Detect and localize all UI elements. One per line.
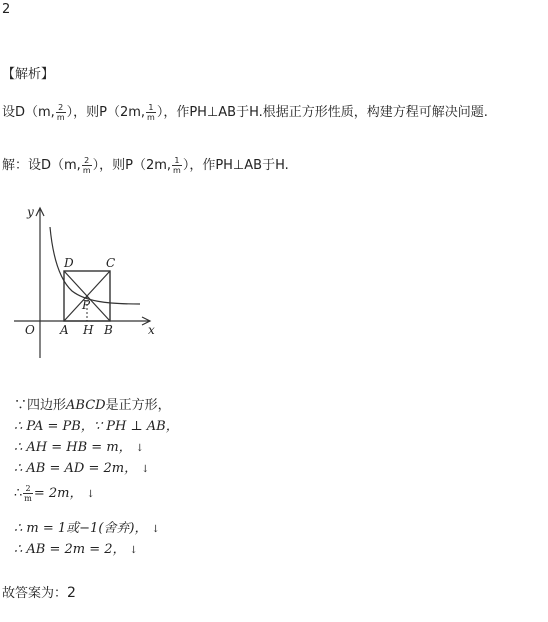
hint-line	[2, 101, 488, 122]
label-x: x	[148, 323, 155, 337]
step-5-fraction-num: 2	[23, 484, 33, 494]
hint-fraction-2-den: m	[147, 113, 155, 122]
step-7-arrow: ↓	[129, 545, 138, 556]
step-4-arrow: ↓	[141, 464, 150, 475]
step-3	[14, 436, 144, 455]
step-7	[14, 538, 138, 557]
step-2	[14, 415, 179, 434]
step-4-text: ∴ AB = AD = 2m，	[14, 461, 138, 476]
hint-fraction-1	[56, 103, 66, 122]
answer-line	[2, 582, 76, 601]
hint-fraction-2-num: 1	[146, 103, 156, 113]
hint-text-2: ），则P（2m,	[66, 105, 146, 120]
solution-fraction-2-num: 1	[172, 156, 182, 166]
analysis-title: 【解析】	[2, 67, 55, 82]
label-y: y	[27, 205, 34, 219]
step-1-suffix: 是正方形，	[105, 398, 171, 413]
top-number: 2	[2, 2, 11, 17]
step-1	[14, 394, 171, 413]
solution-line	[2, 154, 289, 175]
solution-text-3: ），作PH⊥AB于H.	[182, 158, 289, 173]
answer-value: 2	[67, 585, 76, 601]
hint-fraction-1-den: m	[56, 113, 65, 122]
step-1-prefix: ∵四边形	[14, 398, 67, 413]
label-a: A	[60, 323, 69, 337]
step-3-text: ∴ AH = HB = m，	[14, 440, 132, 455]
hint-fraction-2	[146, 103, 156, 122]
solution-fraction-1-den: m	[82, 166, 91, 175]
solution-text-1: 解：设D（m,	[2, 158, 81, 173]
solution-fraction-2-den: m	[173, 166, 181, 175]
solution-fraction-1-num: 2	[82, 156, 92, 166]
step-5-arrow: ↓	[86, 489, 95, 500]
label-h: H	[83, 323, 94, 337]
geometry-figure	[0, 195, 180, 365]
label-o: O	[25, 323, 35, 337]
label-d: D	[64, 256, 74, 270]
step-5-prefix: ∴	[14, 486, 23, 501]
label-p: P	[82, 298, 91, 312]
step-2-text: ∴ PA = PB，∵ PH ⊥ AB，	[14, 419, 179, 434]
step-7-text: ∴ AB = 2m = 2，	[14, 542, 126, 557]
answer-label: 故答案为：	[2, 586, 68, 601]
step-5	[14, 482, 95, 503]
solution-fraction-1	[82, 156, 92, 175]
step-5-fraction-den: m	[24, 494, 32, 503]
step-3-arrow: ↓	[135, 443, 145, 454]
step-5-suffix: = 2m，	[33, 486, 83, 501]
step-1-math: ABCD	[66, 398, 106, 413]
step-6-text: ∴ m = 1或−1(舍弃)，	[14, 521, 148, 536]
solution-fraction-2	[172, 156, 182, 175]
step-6-arrow: ↓	[151, 524, 160, 535]
hint-fraction-1-num: 2	[56, 103, 66, 113]
label-b: B	[104, 323, 113, 337]
step-4	[14, 457, 149, 476]
label-c: C	[106, 256, 116, 270]
hint-text-3: ），作PH⊥AB于H.根据正方形性质，构建方程可解决问题.	[156, 105, 488, 120]
hint-text-1: 设D（m,	[2, 105, 55, 120]
solution-text-2: ），则P（2m,	[92, 158, 172, 173]
step-5-fraction	[23, 484, 33, 503]
step-6	[14, 517, 160, 536]
